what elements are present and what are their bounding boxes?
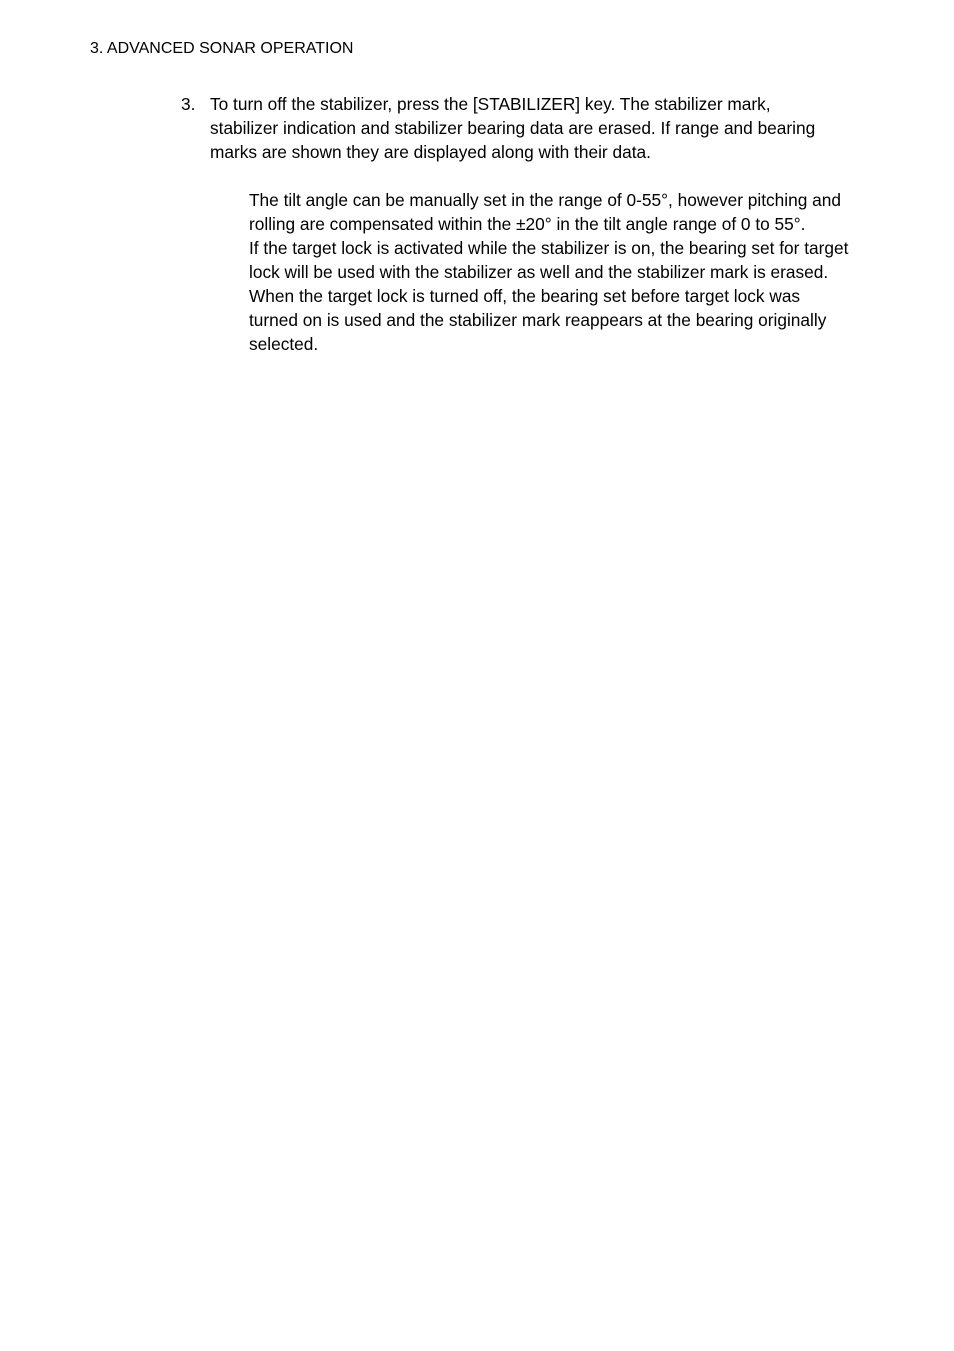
step-text: To turn off the stabilizer, press the [STABILIZER] key. The stabilizer mark, stabilizer indication and stabilizer bearing data are erased. If range and bearing marks are shown they are displayed along with their data. [210,94,816,162]
note-target-lock: If the target lock is activated while the stabilizer is on, the bearing set for target lock will be used with the stabilizer as well and the stabilizer mark is erased. When the target lock is turned off, the bearing set before target lock was turned on is used and the stabilizer mark reappears at the bearing originally selected. [249,238,849,354]
procedure-step [181,92,821,164]
note-tilt-angle: The tilt angle can be manually set in the range of 0-55°, however pitching and rolling are compensated within the ±20° in the tilt angle range of 0 to 55°. [249,190,841,234]
notes-block [249,188,849,356]
running-header: 3. ADVANCED SONAR OPERATION [90,40,354,57]
step-number: 3. [181,94,196,114]
